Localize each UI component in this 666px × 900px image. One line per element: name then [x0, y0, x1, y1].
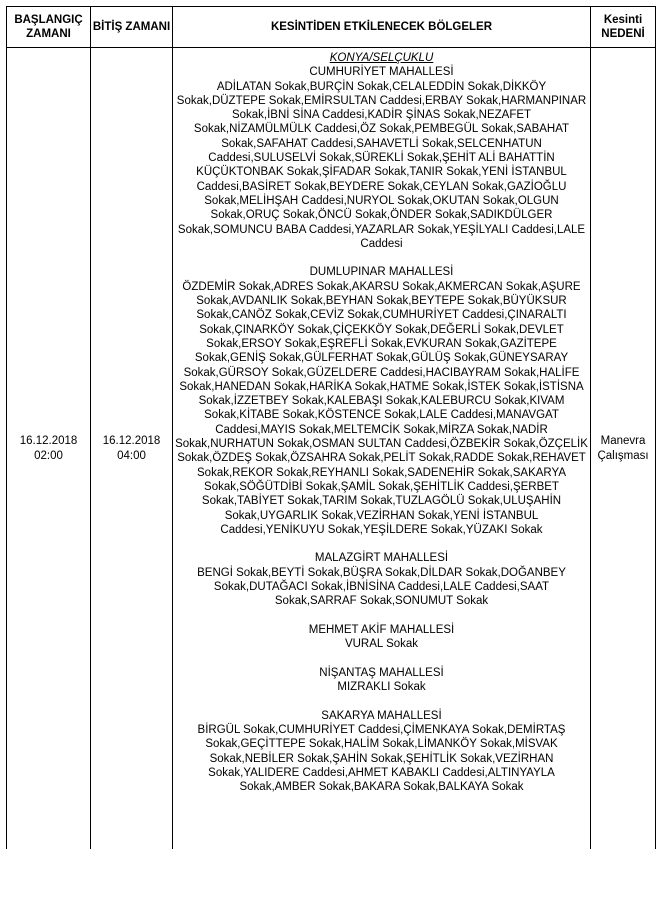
header-end: BİTİŞ ZAMANI [91, 7, 173, 48]
end-time: 04:00 [117, 449, 146, 462]
mahalle-block [175, 65, 588, 251]
mahalle-block [175, 666, 588, 695]
street-list: VURAL Sokak [344, 638, 419, 651]
header-reason: Kesinti NEDENİ [591, 7, 656, 48]
region-title: KONYA/SELÇUKLU [329, 52, 434, 64]
regions-cell [173, 48, 591, 850]
mahalle-block [175, 551, 588, 608]
street-list: ÖZDEMİR Sokak,ADRES Sokak,AKARSU Sokak,AKMERCAN Sokak,AŞURE Sokak,AVDANLIK Sokak,BEYHAN Sokak,BEYTEPE Sokak,BÜYÜKSUR Sokak,CANÖZ Sokak,CEVİZ Sokak,CUMHURİYET Caddesi,ÇINARALTI Sokak,ÇINARKÖY Sokak,ÇİÇEKKÖY Sokak,DEĞERLİ Sokak,DEVLET Sokak,ERSOY Sokak,EŞREFLİ Sokak,EVKURAN Sokak,GAZİTEPE Sokak,GENİŞ Sokak,GÜLFERHAT Sokak,GÜLÜŞ Sokak,GÜNEYSARAY Sokak,GÜRSOY Sokak,GÜZELDERE Caddesi,HACIBAYRAM Sokak,HALİFE Sokak,HANEDAN Sokak,HARİKA Sokak,HATME Sokak,İSTEK Sokak,İSTİSNA Sokak,İZZETBEY Sokak,KALEBAŞI Sokak,KALEBURCU Sokak,KIVAM Sokak,KİTABE Sokak,KÖSTENCE Sokak,LALE Caddesi,MANAVGAT Caddesi,MAYIS Sokak,MELTEMCİK Sokak,MİRZA Sokak,NADİR Sokak,NURHATUN Sokak,OSMAN SULTAN Caddesi,ÖZBEKİR Sokak,ÖZÇELİK Sokak,ÖZDEŞ Sokak,ÖZSAHRA Sokak,PELİT Sokak,RADDE Sokak,REHAVET Sokak,REKOR Sokak,REYHANLI Sokak,SADENEHİR Sokak,SAKARYA Sokak,SÖĞÜTDİBİ Sokak,ŞAMİL Sokak,ŞEHİTLİK Caddesi,ŞERBET Sokak,TABİYET Sokak,TARIM Sokak,TUZLAGÖLÜ Sokak,ULUŞAHİN Sokak,UYGARLIK Sokak,VEZİRHAN Sokak,YENİ İSTANBUL Caddesi,YENİKUYU Sokak,YEŞİLDERE Sokak,YÜZAKI Sokak [175, 280, 588, 536]
street-list: BENGİ Sokak,BEYTİ Sokak,BÜŞRA Sokak,DİLDAR Sokak,DOĞANBEY Sokak,DUTAĞACI Sokak,İBNİSİNA Caddesi,LALE Caddesi,SAAT Sokak,SARRAF Sokak,SONUMUT Sokak [197, 566, 566, 608]
table-row [7, 48, 656, 850]
street-list: ADİLATAN Sokak,BURÇİN Sokak,CELALEDDİN Sokak,DİKKÖY Sokak,DÜZTEPE Sokak,EMİRSULTAN Caddesi,ERBAY Sokak,HARMANPINAR Sokak,İBNİ SİNA Caddesi,KADİR ŞİNAS Sokak,NEZAFET Sokak,NİZAMÜLMÜLK Caddesi,ÖZ Sokak,PEMBEGÜL Sokak,SABAHAT Sokak,SAFAHAT Caddesi,SAHAVETLİ Sokak,SELCENHATUN Caddesi,SULUSELVİ Sokak,SÜREKLİ Sokak,ŞEHİT ALİ BAHATTİN KÜÇÜKTONBAK Sokak,ŞİFADAR Sokak,TANIR Sokak,YENİ İSTANBUL Caddesi,BASİRET Sokak,BEYDERE Sokak,CEYLAN Sokak,GAZİOĞLU Sokak,MELİHŞAH Caddesi,NURYOL Sokak,OKUTAN Sokak,OLGUN Sokak,ORUÇ Sokak,ÖNCÜ Sokak,ÖNDER Sokak,SADIKDÜLGER Sokak,SOMUNCU BABA Caddesi,YAZARLAR Sokak,YEŞİLYALI Caddesi,LALE Caddesi [176, 80, 587, 250]
mahalle-name: MALAZGİRT MAHALLESİ [314, 552, 449, 565]
start-date: 16.12.2018 [19, 434, 78, 447]
mahalle-block [175, 709, 588, 795]
header-start: BAŞLANGIÇ ZAMANI [7, 7, 91, 48]
mahalle-block [175, 265, 588, 537]
mahalle-name: DUMLUPINAR MAHALLESİ [309, 266, 454, 279]
street-list: MIZRAKLI Sokak [337, 681, 426, 694]
start-time-cell [7, 48, 91, 850]
header-regions: KESİNTİDEN ETKİLENECEK BÖLGELER [173, 7, 591, 48]
header-row [7, 7, 656, 48]
reason-cell [591, 48, 656, 850]
mahalle-name: MEHMET AKİF MAHALLESİ [308, 623, 455, 636]
street-list: BİRGÜL Sokak,CUMHURİYET Caddesi,ÇİMENKAYA Sokak,DEMİRTAŞ Sokak,GEÇİTTEPE Sokak,HALİM Sokak,LİMANKÖY Sokak,MİSVAK Sokak,NEBİLER Sokak,ŞAHİN Sokak,ŞEHİTLİK Sokak,VEZİRHAN Sokak,YALIDERE Caddesi,AHMET KABAKLI Caddesi,ALTINYAYLA Sokak,AMBER Sokak,BAKARA Sokak,BALKAYA Sokak [197, 723, 566, 794]
mahalle-name: SAKARYA MAHALLESİ [321, 709, 442, 722]
end-time-cell [91, 48, 173, 850]
outage-table-container [6, 6, 655, 849]
mahalle-block [175, 623, 588, 652]
mahalle-name: CUMHURİYET MAHALLESİ [309, 66, 454, 79]
reason-text: Manevra Çalışması [597, 434, 649, 462]
start-time: 02:00 [34, 449, 63, 462]
end-date: 16.12.2018 [102, 434, 161, 447]
mahalle-name: NİŞANTAŞ MAHALLESİ [319, 666, 444, 679]
outage-table [6, 6, 656, 849]
